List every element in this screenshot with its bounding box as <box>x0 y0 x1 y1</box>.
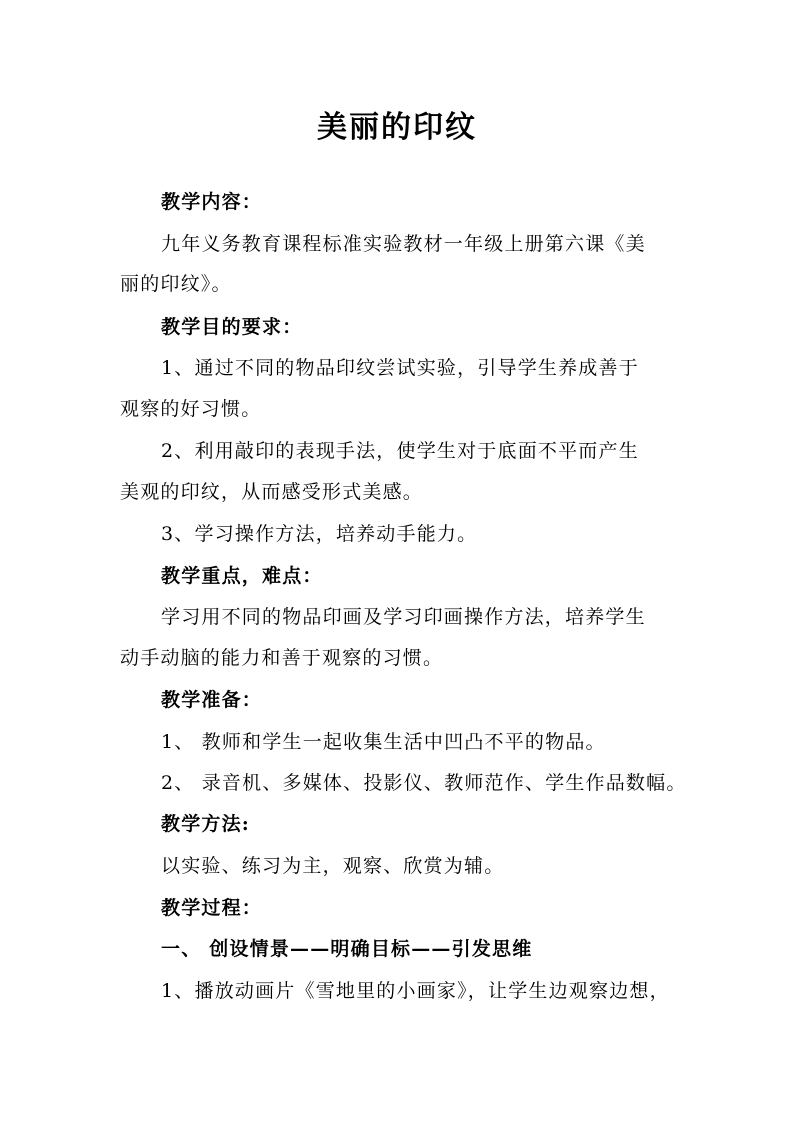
paragraph-line: 2、 录音机、多媒体、投影仪、教师范作、学生作品数幅。 <box>161 772 687 794</box>
paragraph-line: 丽的印纹》。 <box>120 273 232 295</box>
paragraph-line: 1、通过不同的物品印纹尝试实验，引导学生养成善于 <box>161 357 639 379</box>
paragraph-line: 1、 教师和学生一起收集生活中凹凸不平的物品。 <box>161 731 606 753</box>
heading-teaching-method: 教学方法: <box>161 813 251 835</box>
paragraph-line: 2、利用敲印的表现手法，使学生对于底面不平而产生 <box>161 440 639 462</box>
paragraph-line: 学习用不同的物品印画及学习印画操作方法，培养学生 <box>161 606 646 628</box>
paragraph-line: 以实验、练习为主，观察、欣赏为辅。 <box>161 855 505 877</box>
section-heading: 一、 创设情景——明确目标——引发思维 <box>161 938 533 960</box>
document-title: 美丽的印纹 <box>317 110 477 145</box>
paragraph-line: 观察的好习惯。 <box>120 398 262 420</box>
paragraph-line: 3、学习操作方法，培养动手能力。 <box>161 523 478 545</box>
heading-preparation: 教学准备： <box>161 689 263 711</box>
paragraph-line: 九年义务教育课程标准实验教材一年级上册第六课《美 <box>161 233 646 255</box>
heading-teaching-content: 教学内容： <box>161 191 263 213</box>
paragraph-line: 美观的印纹，从而感受形式美感。 <box>120 481 424 503</box>
heading-key-points: 教学重点，难点： <box>161 565 323 587</box>
paragraph-line: 动手动脑的能力和善于观察的习惯。 <box>120 647 444 669</box>
heading-teaching-process: 教学过程： <box>161 897 263 919</box>
heading-teaching-objectives: 教学目的要求： <box>161 316 303 338</box>
paragraph-line: 1、播放动画片《雪地里的小画家》，让学生边观察边想， <box>161 980 670 1002</box>
